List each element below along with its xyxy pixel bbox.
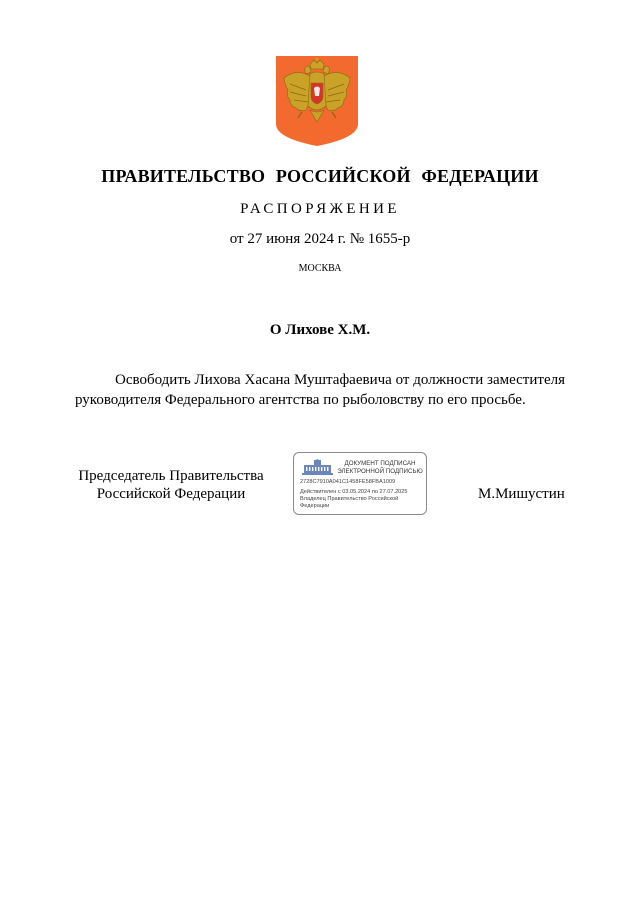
electronic-signature-stamp	[293, 452, 427, 515]
signer-name: М.Мишустин	[478, 486, 565, 502]
document-city: МОСКВА	[298, 263, 342, 274]
stamp-validity: Действителен с 03.05.2024 по 27.07.2025	[300, 489, 408, 495]
government-building-icon	[301, 459, 334, 475]
government-title: ПРАВИТЕЛЬСТВО РОССИЙСКОЙ ФЕДЕРАЦИИ	[101, 166, 539, 186]
signer-position-line1: Председатель Правительства	[78, 468, 264, 484]
signer-position-line2: Российской Федерации	[96, 486, 246, 502]
stamp-owner-line2: Федерации	[300, 502, 330, 509]
stamp-heading	[334, 460, 426, 476]
coat-of-arms-icon	[276, 56, 358, 146]
stamp-heading-line2: ЭЛЕКТРОННОЙ ПОДПИСЬЮ	[337, 468, 423, 475]
document-type: РАСПОРЯЖЕНИЕ	[240, 201, 400, 217]
document-date-number: от 27 июня 2024 г. № 1655-р	[229, 231, 411, 247]
document-subject: О Лихове Х.М.	[269, 322, 371, 338]
stamp-heading-line1: ДОКУМЕНТ ПОДПИСАН	[344, 460, 416, 467]
signer-position	[60, 467, 282, 503]
stamp-owner-line1: Владелец Правительство Российской	[300, 496, 399, 502]
stamp-certificate: 2728C7910A041C1458FE58FBA1009	[300, 479, 396, 485]
document-body: Освободить Лихова Хасана Муштафаевича от должности заместителя руководителя Федерального агентства по рыболовству по его просьбе.	[75, 372, 565, 408]
